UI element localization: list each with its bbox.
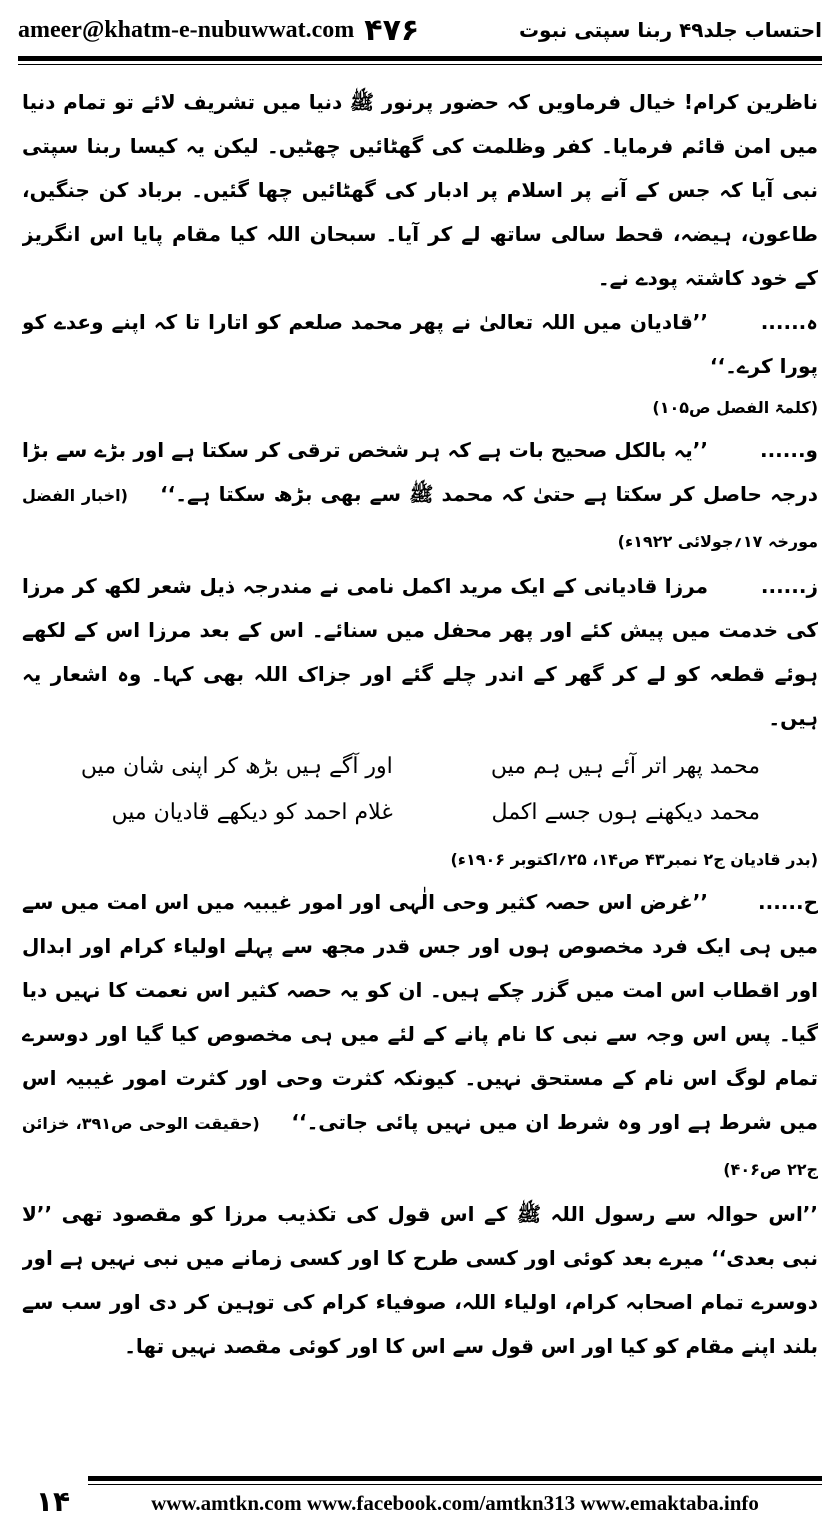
quote-ha — [22, 880, 818, 1192]
intro-paragraph: ناظرین کرام! خیال فرماویں کہ حضور پرنور ﷺ دنیا میں تشریف لائے تو تمام دنیا میں امن قائم فرمایا۔ کفر وظلمت کی گھٹائیں چھٹیں۔ لیکن یہ کیسا ربنا سپتی نبی آیا کہ جس کے آنے پر اسلام پر ادبار کی گھٹائیں چھا گئیں۔ برباد کن جنگیں، طاعون، ہیضہ، قحط سالی ساتھ لے کر آیا۔ سبحان اللہ کیا مقام پایا اس انگریز کے خود کاشتہ پودے نے۔ — [22, 90, 818, 290]
quote-h-reference — [22, 388, 818, 428]
closing-paragraph: ’’اس حوالہ سے رسول اللہ ﷺ کے اس قول کی تکذیب مرزا کو مقصود تھی ’’لا نبی بعدی‘‘ میرے بعد کوئی اور کسی طرح کا اور کسی زمانے میں نبی نہیں ہے اور دوسرے تمام اصحابہ کرام، اولیاء اللہ، صوفیاء کرام کی توہین کر دی اور سب سے بلند اپنے مقام کو کیا اور اس قول سے اس کا اور کوئی مقصد نہیں تھا۔ — [22, 1202, 818, 1358]
header-rule-thin — [18, 64, 822, 65]
quote-ha-reference: (حقیقت الوحی ص۳۹۱، خزائن ج۲۲ ص۴۰۶) — [22, 1114, 818, 1179]
quote-h-text: ’’قادیان میں اللہ تعالیٰ نے پھر محمد صلعم کو اتارا تا کہ اپنے وعدے کو پورا کرے۔‘‘ — [22, 310, 818, 378]
header-page-number: ۴۷۶ — [364, 12, 420, 48]
quote-w-label: و...... — [759, 438, 818, 462]
page-header — [18, 8, 822, 52]
quote-z-text: مرزا قادیانی کے ایک مرید اکمل نامی نے مندرجہ ذیل شعر لکھ کر مرزا کی خدمت میں پیش کئے اور پھر محفل میں سنائے۔ اس کے بعد مرزا اس کے لکھے ہوئے قطعہ کو لے کر گھر کے اندر چلے گئے اور جزاک اللہ بھی کہا۔ وہ اشعار یہ ہیں۔ — [22, 574, 818, 730]
header-email: ameer@khatm-e-nubuwwat.com — [18, 16, 355, 43]
quote-ha-text: ’’غرض اس حصہ کثیر وحی الٰہی اور امور غیبیہ میں اس امت میں سے میں ہی ایک فرد مخصوص ہوں اور جس قدر مجھ سے پہلے اولیاء کرام اور ابدال اور اقطاب اس امت میں گزر چکے ہیں۔ ان کو یہ حصہ کثیر اس نعمت کا نہیں دیا گیا۔ پس اس وجہ سے نبی کا نام پانے کے لئے میں ہی مخصوص کیا گیا اور دوسرے تمام لوگ اس نام کے مستحق نہیں۔ کیونکہ کثرت وحی اور کثرت امور غیبیہ اس میں شرط ہے اور وہ شرط ان میں نہیں پائی جاتی۔‘‘ — [22, 890, 818, 1134]
footer-links: www.amtkn.com www.facebook.com/amtkn313 www.emaktaba.info — [151, 1491, 759, 1515]
header-book-title: احتساب جلد۴۹ ربنا سپتی نبوت — [518, 18, 822, 42]
quote-h-ref-text: (کلمۃ الفصل ص۱۰۵) — [652, 398, 818, 417]
footer-links-block — [88, 1476, 822, 1526]
footer-rule-thick — [88, 1476, 822, 1481]
page-body — [22, 80, 818, 1450]
header-rule-thick — [18, 56, 822, 61]
poem-reference — [22, 840, 818, 880]
poem-line: محمد دیکھنے ہوں جسے اکمل — [491, 800, 760, 825]
poem — [80, 744, 760, 836]
poem-line: محمد پھر اتر آئے ہیں ہم میں — [490, 754, 760, 779]
quote-z-label: ز...... — [760, 574, 818, 598]
quote-w — [22, 428, 818, 564]
quote-w-text: ’’یہ بالکل صحیح بات ہے کہ ہر شخص ترقی کر سکتا ہے اور بڑے سے بڑا درجہ حاصل کر سکتا ہے حتیٰ کہ محمد ﷺ سے بھی بڑھ سکتا ہے۔‘‘ — [22, 438, 818, 506]
quote-z — [22, 564, 818, 740]
poem-row — [80, 790, 760, 836]
quote-ha-label: ح...... — [758, 890, 818, 914]
footer-page-index: ۱۴ — [35, 1484, 71, 1518]
poem-line: غلام احمد کو دیکھے قادیان میں — [111, 800, 393, 825]
poem-line: اور آگے ہیں بڑھ کر اپنی شان میں — [80, 754, 393, 779]
poem-ref-text: (بدر قادیان ج۲ نمبر۴۳ ص۱۴، ۲۵؍اکتوبر ۱۹۰۶ء) — [450, 850, 818, 869]
quote-h-label: ہ...... — [760, 310, 818, 334]
header-left — [18, 13, 419, 48]
quote-w-reference: (اخبار الفضل مورخہ ۱۷؍جولائی ۱۹۲۲ء) — [22, 486, 818, 551]
quote-h — [22, 300, 818, 388]
poem-row — [80, 744, 760, 790]
footer-rule-thin — [88, 1484, 822, 1485]
page-footer — [18, 1476, 822, 1526]
